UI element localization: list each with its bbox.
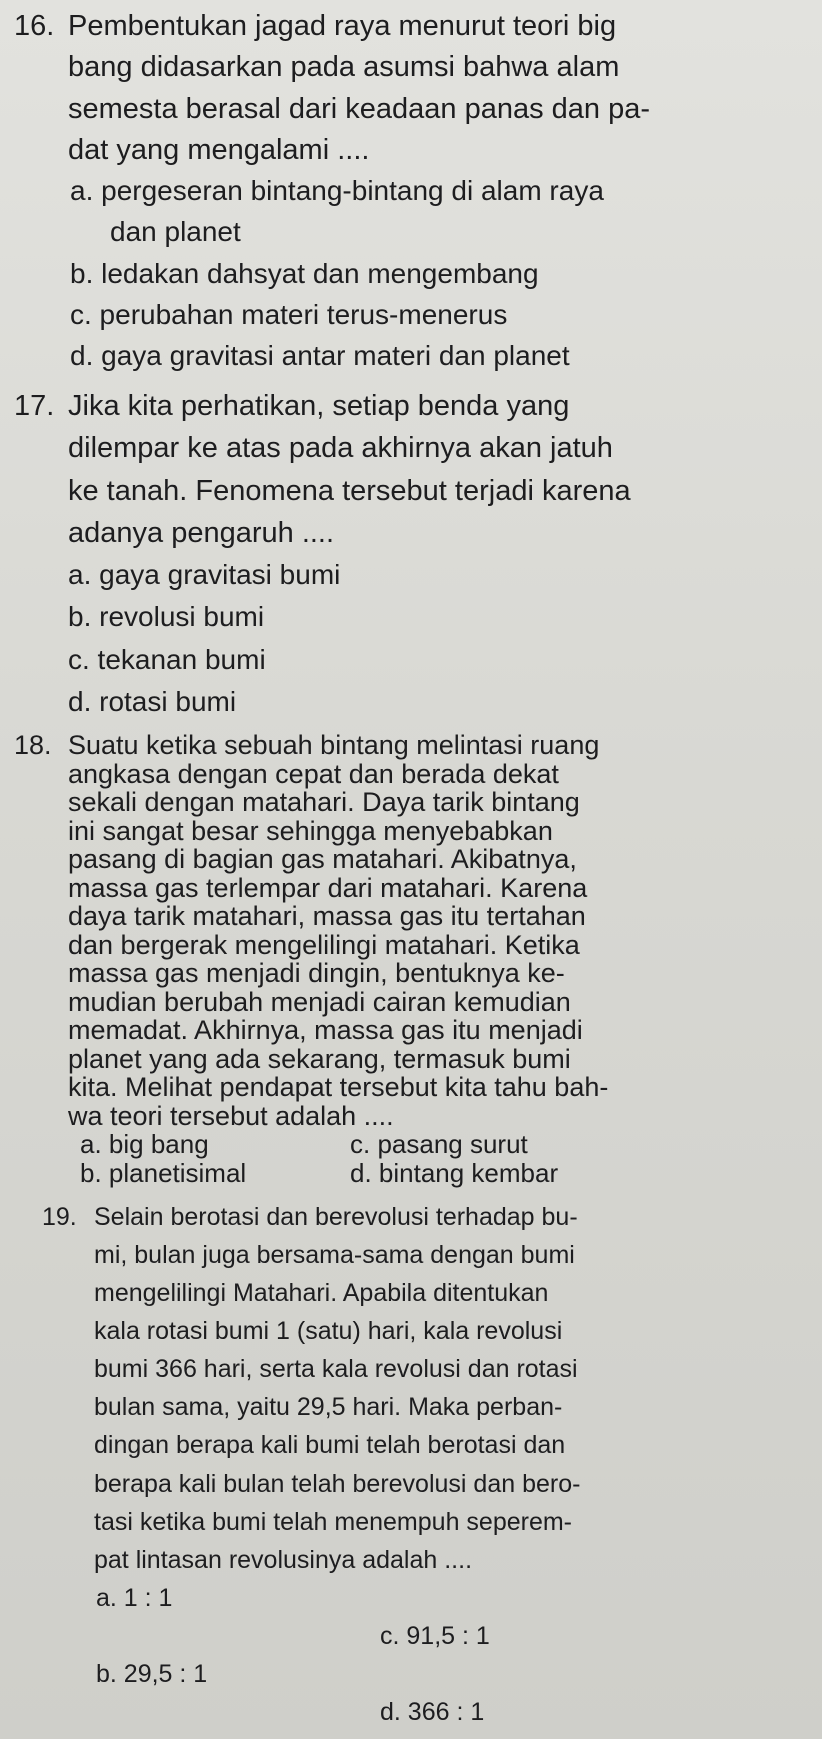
question-18-text-line: daya tarik matahari, massa gas itu tertahan <box>68 901 586 931</box>
question-18-text-line: ini sangat besar sehingga menyebabkan <box>68 816 553 846</box>
question-17-option-d: d. rotasi bumi <box>68 686 237 717</box>
question-17-text-line: Jika kita perhatikan, setiap benda yang <box>68 390 570 422</box>
question-19-text-line: Selain berotasi dan berevolusi terhadap bu- <box>94 1203 578 1231</box>
question-18-option-c: c. pasang surut <box>350 1129 528 1159</box>
question-19-text-line: bulan sama, yaitu 29,5 hari. Maka perban- <box>94 1393 563 1421</box>
question-18-text-line: angkasa dengan cepat dan berada dekat <box>68 759 559 789</box>
question-17-option-a: a. gaya gravitasi bumi <box>68 559 341 590</box>
question-19-text-line: kala rotasi bumi 1 (satu) hari, kala revolusi <box>94 1317 563 1345</box>
question-19-text-line: berapa kali bulan telah berevolusi dan bero- <box>94 1470 581 1498</box>
question-19-option-c: c. 91,5 : 1 <box>380 1622 490 1650</box>
question-19-text-line: pat lintasan revolusinya adalah .... <box>94 1546 473 1574</box>
question-16-option-b: b. ledakan dahsyat dan mengembang <box>70 258 539 289</box>
question-18-text-line: massa gas terlempar dari matahari. Karena <box>68 873 588 903</box>
question-18-option-d: d. bintang kembar <box>350 1158 559 1188</box>
question-19-text-line: tasi ketika bumi telah menempuh seperem- <box>94 1508 573 1536</box>
question-16-text-line: bang didasarkan pada asumsi bahwa alam <box>68 51 620 83</box>
question-17-option-b: b. revolusi bumi <box>68 601 265 632</box>
question-16-option-c: c. perubahan materi terus-menerus <box>70 299 508 330</box>
question-17-text-line: adanya pengaruh .... <box>68 517 335 549</box>
question-18-text-line: pasang di bagian gas matahari. Akibatnya, <box>68 844 577 874</box>
question-19-option-d: d. 366 : 1 <box>380 1698 485 1726</box>
question-18-text-line: sekali dengan matahari. Daya tarik bintang <box>68 787 580 817</box>
question-17-number: 17. <box>14 390 55 422</box>
question-18-text-line: wa teori tersebut adalah .... <box>68 1101 394 1131</box>
question-18-number: 18. <box>14 730 52 760</box>
question-18-text-line: dan bergerak mengelilingi matahari. Ketika <box>68 930 580 960</box>
question-18-text-line: mudian berubah menjadi cairan kemudian <box>68 987 571 1017</box>
question-16-text-line: semesta berasal dari keadaan panas dan pa- <box>68 93 650 125</box>
question-17-option-c: c. tekanan bumi <box>68 644 266 675</box>
question-18-option-b: b. planetisimal <box>80 1158 247 1188</box>
question-19-text-line: mengelilingi Matahari. Apabila ditentukan <box>94 1279 549 1307</box>
question-18-option-a: a. big bang <box>80 1129 209 1159</box>
question-19-option-b: b. 29,5 : 1 <box>96 1660 208 1688</box>
question-17-text-line: dilempar ke atas pada akhirnya akan jatuh <box>68 432 613 464</box>
question-16-option-a: a. pergeseran bintang-bintang di alam raya <box>70 175 604 206</box>
question-16-text-line: dat yang mengalami .... <box>68 134 370 166</box>
question-18-text-line: Suatu ketika sebuah bintang melintasi ruang <box>68 730 600 760</box>
question-19-option-a: a. 1 : 1 <box>96 1584 173 1612</box>
question-19-number: 19. <box>42 1203 77 1231</box>
question-18-text-line: massa gas menjadi dingin, bentuknya ke- <box>68 958 565 988</box>
question-19-text-line: bumi 366 hari, serta kala revolusi dan rotasi <box>94 1355 578 1383</box>
question-16-option-a-continued: dan planet <box>110 216 241 247</box>
question-16-number: 16. <box>14 10 55 42</box>
question-16-text-line: Pembentukan jagad raya menurut teori big <box>68 10 617 42</box>
question-16-option-d: d. gaya gravitasi antar materi dan planet <box>70 340 570 371</box>
question-18-text-line: planet yang ada sekarang, termasuk bumi <box>68 1044 571 1074</box>
question-19-text-line: dingan berapa kali bumi telah berotasi dan <box>94 1431 566 1459</box>
question-18-text-line: memadat. Akhirnya, massa gas itu menjadi <box>68 1015 583 1045</box>
question-17-text-line: ke tanah. Fenomena tersebut terjadi karena <box>68 475 631 507</box>
question-18-text-line: kita. Melihat pendapat tersebut kita tahu bah- <box>68 1072 609 1102</box>
question-19-text-line: mi, bulan juga bersama-sama dengan bumi <box>94 1241 575 1269</box>
